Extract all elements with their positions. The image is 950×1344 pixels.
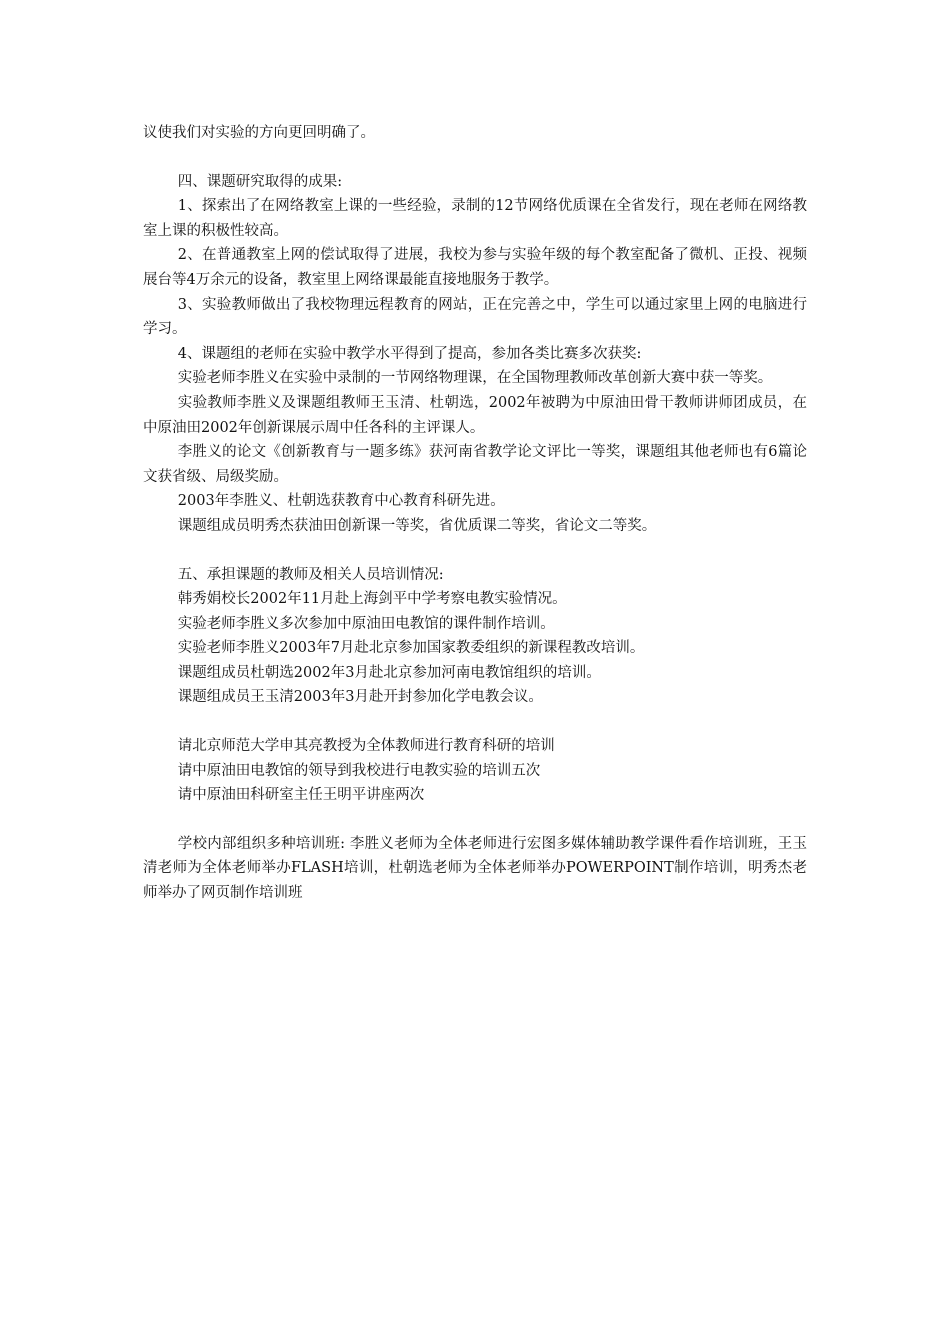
- paragraph: 实验教师李胜义及课题组教师王玉清、杜朝选，2002年被聘为中原油田骨干教师讲师团成员，在中原油田2002年创新课展示周中任各科的主评课人。: [143, 394, 807, 436]
- paragraph: 四、课题研究取得的成果:: [177, 173, 343, 190]
- paragraph: 实验老师李胜义2003年7月赴北京参加国家教委组织的新课程教改培训。: [177, 640, 645, 657]
- paragraph-gap: [143, 710, 807, 734]
- paragraph: 请中原油田电教馆的领导到我校进行电教实验的培训五次: [177, 762, 541, 779]
- paragraph-gap: [143, 539, 807, 563]
- paragraph: 李胜义的论文《创新教育与一题多练》获河南省教学论文评比一等奖，课题组其他老师也有6篇论文获省级、局级奖励。: [143, 444, 807, 485]
- document-page: [143, 121, 807, 906]
- paragraph: 课题组成员王玉清2003年3月赴开封参加化学电教会议。: [177, 689, 543, 706]
- paragraph: 1、探索出了在网络教室上课的一些经验，录制的12节网络优质课在全省发行，现在老师在网络教室上课的积极性较高。: [143, 198, 807, 239]
- paragraph: 4、课题组的老师在实验中教学水平得到了提高，参加各类比赛多次获奖:: [177, 345, 642, 362]
- paragraph: 请中原油田科研室主任王明平讲座两次: [177, 787, 425, 804]
- paragraph: 课题组成员明秀杰获油田创新课一等奖，省优质课二等奖，省论文二等奖。: [177, 517, 657, 534]
- paragraph: 实验老师李胜义在实验中录制的一节网络物理课，在全国物理教师改革创新大赛中获一等奖。: [177, 370, 773, 387]
- paragraph: 2003年李胜义、杜朝选获教育中心教育科研先进。: [177, 493, 505, 510]
- paragraph: 学校内部组织多种培训班: 李胜义老师为全体老师进行宏图多媒体辅助教学课件看作培训班，王玉清老师为全体老师举办FLASH培训，杜朝选老师为全体老师举办POWERPOINT制作培训，明秀杰老师举办了网页制作培训班: [143, 835, 807, 902]
- paragraph: 议使我们对实验的方向更回明确了。: [143, 125, 375, 141]
- paragraph: 韩秀娟校长2002年11月赴上海剑平中学考察电教实验情况。: [177, 591, 567, 608]
- paragraph: 五、承担课题的教师及相关人员培训情况:: [177, 566, 444, 583]
- paragraph: 2、在普通教室上网的偿试取得了进展，我校为参与实验年级的每个教室配备了微机、正投、视频展台等4万余元的设备，教室里上网络课最能直接地服务于教学。: [143, 247, 807, 288]
- paragraph: 请北京师范大学申其亮教授为全体教师进行教育科研的培训: [177, 738, 555, 755]
- paragraph-gap: [143, 808, 807, 832]
- paragraph: 3、实验教师做出了我校物理远程教育的网站，正在完善之中，学生可以通过家里上网的电脑进行学习。: [143, 296, 807, 338]
- paragraph-gap: [143, 146, 807, 170]
- paragraph: 课题组成员杜朝选2002年3月赴北京参加河南电教馆组织的培训。: [177, 664, 601, 681]
- paragraph: 实验老师李胜义多次参加中原油田电教馆的课件制作培训。: [177, 615, 555, 632]
